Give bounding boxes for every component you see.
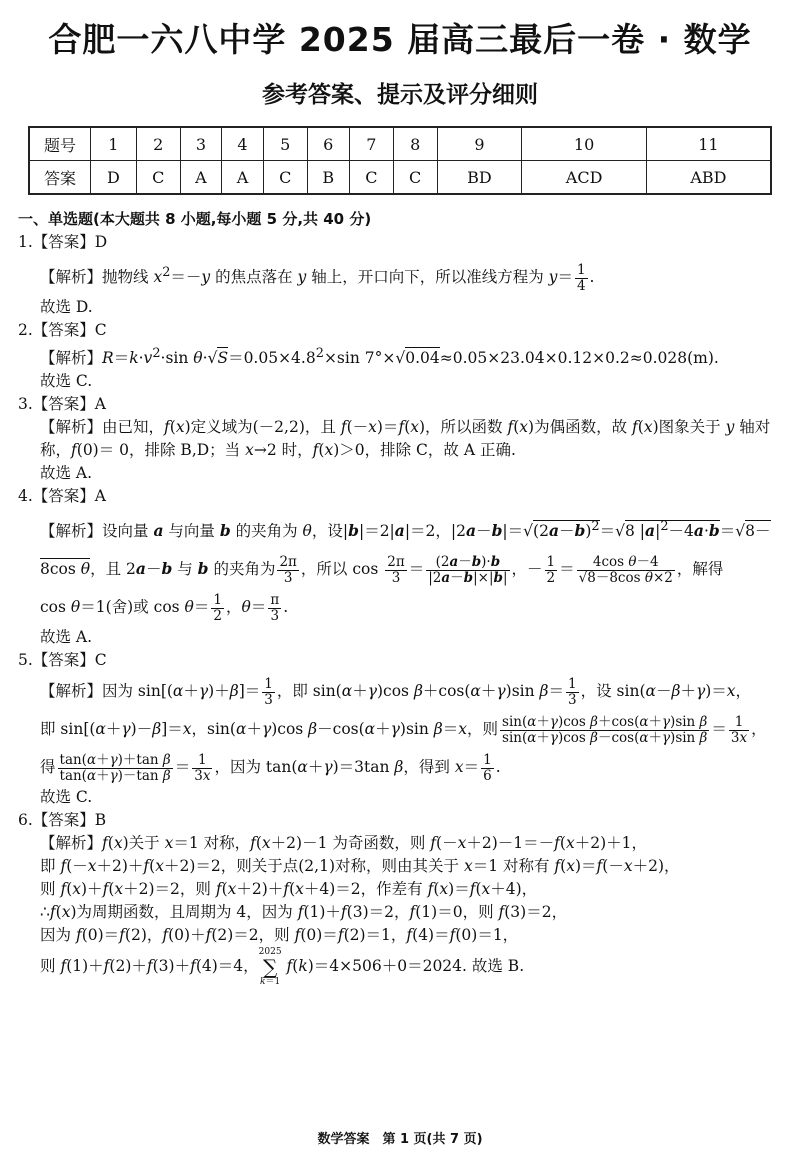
- table-cell: ACD: [522, 161, 647, 195]
- table-cell: 9: [437, 127, 522, 161]
- analysis-text: cos θ＝1(舍)或 cos θ＝ $\frac{1}{2}$ ，θ＝ $\frac{\pi}{3}$ .: [40, 591, 289, 624]
- analysis-text: 【解析】f(x)关于 x＝1 对称，f(x＋2)－1 为奇函数，则 f(－x＋2)－1＝－f(x＋2)＋1，: [40, 834, 647, 853]
- table-cell: 10: [522, 127, 647, 161]
- table-row: [29, 127, 771, 161]
- table-header-cell: 答案: [29, 161, 91, 195]
- table-cell: 5: [263, 127, 307, 161]
- table-cell: 6: [307, 127, 349, 161]
- answer-line: 1.【答案】D: [18, 233, 108, 251]
- table-cell: 11: [646, 127, 771, 161]
- answer-line: 3.【答案】A: [18, 395, 106, 414]
- table-header-cell: 题号: [29, 127, 91, 161]
- table-row: [29, 161, 771, 195]
- page-footer: 数学答案 第 1 页(共 7 页): [317, 1132, 483, 1147]
- analysis-text: 【解析】$R=k\cdot v^2\cdot\sin$ $\theta\cdot√S=0.05\times 4.8^2\times\sin$ 7°×√0.04≈0.05×23.04×0.12×0.2≈0.028(m).: [40, 346, 719, 368]
- analysis-text: 则 f(x)＋f(x＋2)＝2，则 f(x＋2)＋f(x＋4)＝2，作差有 f(x)＝f(x＋4)，: [40, 880, 538, 899]
- table-cell: 2: [136, 127, 180, 161]
- answer-table: [28, 126, 772, 195]
- table-cell: C: [393, 161, 437, 195]
- table-cell: 3: [180, 127, 222, 161]
- solutions-body: [18, 208, 788, 987]
- analysis-text: 【解析】由已知，f(x)定义域为(－2,2)，且 f(－x)＝f(x)，所以函数 f(x)为偶函数，故 f(x)图象关于 y 轴对称，f(0)＝ 0，排除 B,D；当 x→2 时，f(x)＞0，排除 C，故 A 正确.: [40, 418, 771, 460]
- table-cell: C: [136, 161, 180, 195]
- table-cell: 7: [349, 127, 393, 161]
- table-cell: B: [307, 161, 349, 195]
- table-cell: 8: [393, 127, 437, 161]
- conclusion-text: 故选 A.: [40, 464, 93, 483]
- conclusion-text: 故选 C.: [40, 788, 93, 807]
- analysis-text: 【解析】抛物线 $x^2=-y$ 的焦点落在 y 轴上，开口向下，所以准线方程为 y＝ $\frac{1}{4}$ .: [40, 261, 595, 294]
- conclusion-text: 故选 A.: [40, 628, 93, 647]
- answer-line: 5.【答案】C: [18, 651, 107, 670]
- table-cell: A: [180, 161, 222, 195]
- page-subtitle: 参考答案、提示及评分细则: [262, 82, 538, 108]
- analysis-text: 得 $\frac{\text{tan(α＋γ)＋tan β}}{\text{tan(α＋γ)－tan β}}$ ＝ $\frac{1}{3x}$ ，因为 tan(α＋γ)＝3tan β，得到 x＝ $\frac{1}{6}$ .: [40, 751, 501, 784]
- answer-line: 6.【答案】B: [18, 811, 107, 830]
- table-cell: ABD: [646, 161, 771, 195]
- table-cell: C: [349, 161, 393, 195]
- table-cell: 4: [222, 127, 264, 161]
- answer-line: 2.【答案】C: [18, 321, 107, 340]
- analysis-text: 即 f(－x＋2)＋f(x＋2)＝2，则关于点(2,1)对称，则由其关于 x＝1 对称有 f(x)＝f(－x＋2)，: [40, 857, 680, 876]
- analysis-text: 即 sin[(α＋γ)－β]＝x，sin(α＋γ)cos β－cos(α＋γ)sin β＝x，则 $\frac{\text{sin(α＋γ)cos β＋cos(α＋γ)sin β}}{\text{sin(α＋γ)cos β－cos(α＋γ)sin β}}$ ＝ $\frac{1}{3x}$ ，: [40, 713, 767, 746]
- analysis-text: 则 f(1)＋f(2)＋f(3)＋f(4)＝4，2025 ∑ k＝1 f(k)＝4×506＋0＝2024. 故选 B.: [40, 947, 525, 988]
- analysis-text: 因为 f(0)＝f(2)，f(0)＋f(2)＝2，则 f(0)＝f(2)＝1，f(4)＝f(0)＝1，: [40, 926, 519, 945]
- table-cell: C: [263, 161, 307, 195]
- section-heading: 一、单选题(本大题共 8 小题,每小题 5 分,共 40 分): [18, 210, 372, 228]
- conclusion-text: 故选 C.: [40, 372, 93, 391]
- table-cell: 1: [91, 127, 137, 161]
- answer-line: 4.【答案】A: [18, 487, 106, 506]
- analysis-text: 【解析】设向量 a 与向量 b 的夹角为 θ，设|b|＝2|a|＝2，$|2a-b|=√(2a-b)^2=√8$ $|a|^2-4a\cdot b=√8-8\cos$ θ，且 2a－b 与 b 的夹角为 $\frac{2\pi}{3}$ ，所以 cos $\frac{2\pi}{3}$ ＝ $\frac{(2a-b)\cdot b}{|2a-b|\times|b|}$ ，－ $\frac{1}{2}$ ＝ $\frac{\text{4cos θ－4}}{\text{√8－8cos θ×2}}$ ，解得: [40, 519, 771, 586]
- analysis-text: ∴f(x)为周期函数，且周期为 4，因为 f(1)＋f(3)＝2，f(1)＝0，则 f(3)＝2，: [40, 903, 568, 922]
- table-cell: A: [222, 161, 264, 195]
- analysis-text: 【解析】因为 sin[(α＋γ)＋β]＝ $\frac{1}{3}$ ，即 sin(α＋γ)cos β＋cos(α＋γ)sin β＝ $\frac{1}{3}$ ，设 sin(α－β＋γ)＝x，: [40, 675, 752, 708]
- table-cell: D: [91, 161, 137, 195]
- conclusion-text: 故选 D.: [40, 298, 93, 317]
- page-title: 合肥一六八中学 2025 届高三最后一卷 · 数学: [48, 20, 752, 59]
- table-cell: BD: [437, 161, 522, 195]
